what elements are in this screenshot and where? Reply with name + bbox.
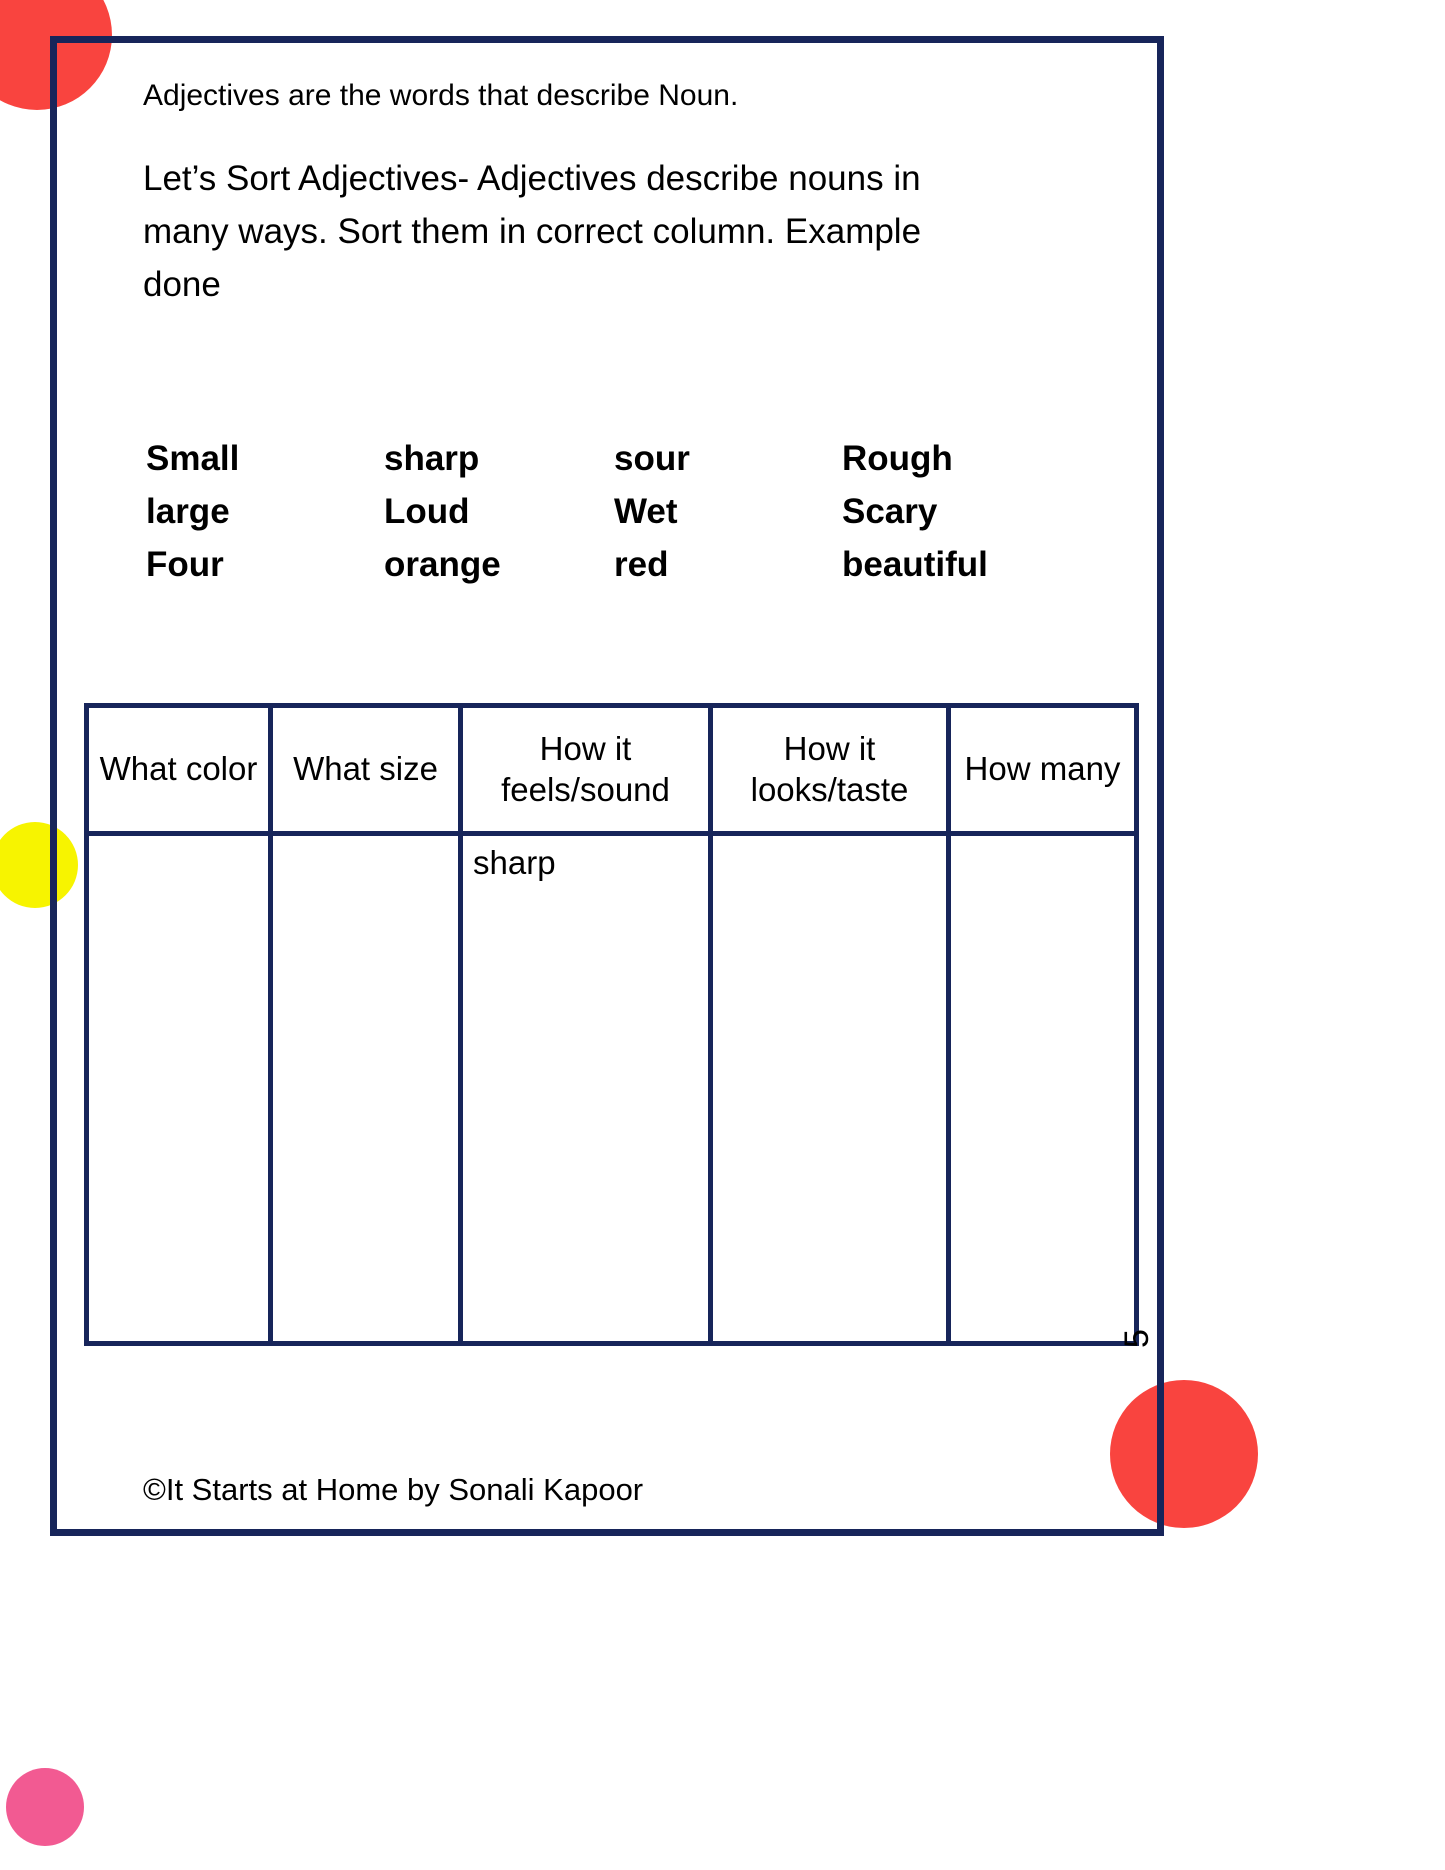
word-bank-word: sharp xyxy=(384,439,480,478)
answer-cell-what-color[interactable] xyxy=(89,836,268,1341)
answer-cell-how-many[interactable] xyxy=(951,836,1134,1341)
answer-cell-how-it-looks-taste[interactable] xyxy=(713,836,946,1341)
column-header: How it looks/taste xyxy=(713,708,946,836)
word-bank-word: Small xyxy=(146,439,240,478)
column-header: How many xyxy=(951,708,1134,836)
word-bank-word: sour xyxy=(614,439,690,478)
instructions-text: Let’s Sort Adjectives- Adjectives describe nouns in many ways. Sort them in correct column. Example done xyxy=(143,159,922,305)
word-bank-word: beautiful xyxy=(842,544,988,584)
intro-text: Adjectives are the words that describe Noun. xyxy=(143,79,739,112)
table-column-how-many xyxy=(951,708,1134,1341)
answer-cell-how-it-feels-sound[interactable]: sharp xyxy=(473,844,556,881)
table-column-how-it-looks-taste xyxy=(713,708,951,1341)
table-column-what-size xyxy=(273,708,463,1341)
word-bank-word: Scary xyxy=(842,491,938,531)
word-bank-word: orange xyxy=(384,544,501,584)
answer-cell-what-size[interactable] xyxy=(273,836,458,1341)
word-bank-word: red xyxy=(614,544,669,584)
word-bank-word: Loud xyxy=(384,491,470,531)
column-header: What color xyxy=(89,708,268,836)
word-bank xyxy=(146,437,1086,595)
page-number: 5 xyxy=(1118,1329,1156,1348)
sorting-table xyxy=(84,703,1139,1346)
word-bank-row xyxy=(146,543,1086,588)
column-header: What size xyxy=(273,708,458,836)
word-bank-word: large xyxy=(146,491,230,531)
table-column-what-color xyxy=(89,708,273,1341)
word-bank-word: Wet xyxy=(614,491,678,531)
word-bank-word: Four xyxy=(146,544,224,584)
word-bank-row xyxy=(146,437,1086,482)
copyright-footer: ©It Starts at Home by Sonali Kapoor xyxy=(143,1472,644,1507)
column-header: How it feels/sound xyxy=(463,708,708,836)
word-bank-row xyxy=(146,490,1086,535)
word-bank-word: Rough xyxy=(842,439,953,478)
table-column-how-it-feels-sound xyxy=(463,708,713,1341)
